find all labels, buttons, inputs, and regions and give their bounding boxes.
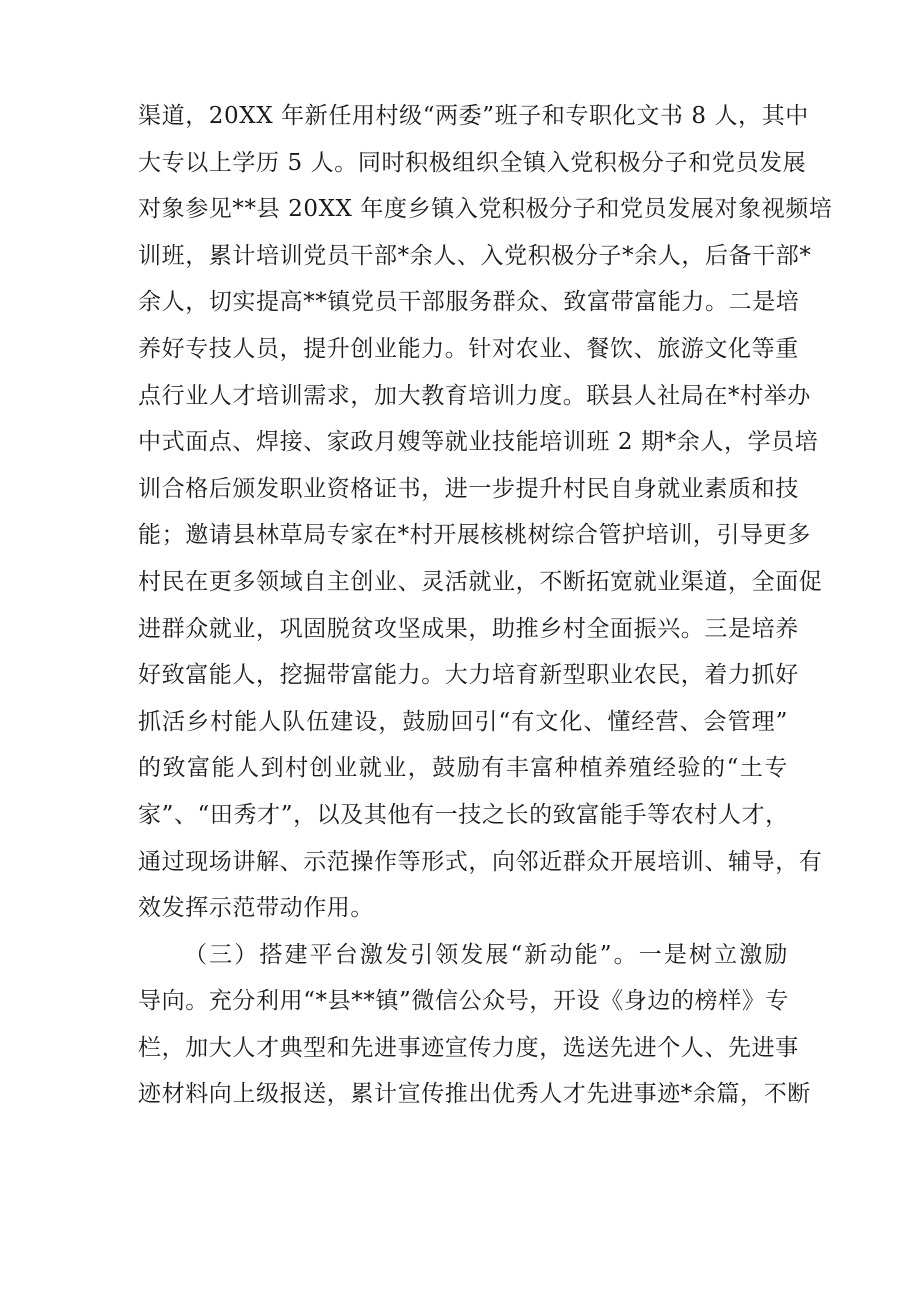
text-line: 养好专技人员，提升创业能力。针对农业、餐饮、旅游文化等重 <box>138 335 799 362</box>
text-line: 迹材料向上级报送，累计宣传推出优秀人才先进事迹*余篇，不断 <box>138 1081 811 1108</box>
text-line: 渠道，20XX 年新任用村级“两委”班子和专职化文书 8 人，其中 <box>138 103 809 129</box>
text-line: 点行业人才培训需求，加大教育培训力度。联县人社局在*村举办 <box>138 382 811 409</box>
text-line: 通过现场讲解、示范操作等形式，向邻近群众开展培训、辅导，有 <box>138 848 823 875</box>
text-line: 好致富能人，挖掘带富能力。大力培育新型职业农民，着力抓好 <box>138 662 799 689</box>
text-line: 大专以上学历 5 人。同时积极组织全镇入党积极分子和党员发展 <box>138 149 807 176</box>
text-line: 村民在更多领域自主创业、灵活就业，不断拓宽就业渠道，全面促 <box>138 568 823 595</box>
text-line: 能；邀请县林草局专家在*村开展核桃树综合管护培训，引导更多 <box>138 522 811 549</box>
text-line: 训合格后颁发职业资格证书，进一步提升村民自身就业素质和技 <box>138 475 799 502</box>
text-line: 训班，累计培训党员干部*余人、入党积极分子*余人，后备干部* <box>138 242 812 269</box>
text-line: 的致富能人到村创业就业，鼓励有丰富种植养殖经验的“土专 <box>138 755 788 782</box>
text-line: 效发挥示范带动作用。 <box>138 895 374 922</box>
text-line: 家”、“田秀才”，以及其他有一技之长的致富能手等农村人才， <box>138 801 789 828</box>
text-line: （三）搭建平台激发引领发展“新动能”。一是树立激励 <box>184 941 788 968</box>
text-line: 中式面点、焊接、家政月嫂等就业技能培训班 2 期*余人，学员培 <box>138 429 819 456</box>
text-line: 抓活乡村能人队伍建设，鼓励回引“有文化、懂经营、会管理” <box>138 708 788 735</box>
text-line: 导向。充分利用“*县**镇”微信公众号，开设《身边的榜样》专 <box>138 988 790 1015</box>
text-line: 对象参见**县 20XX 年度乡镇入党积极分子和党员发展对象视频培 <box>138 196 833 223</box>
text-line: 栏，加大人才典型和先进事迹宣传力度，选送先进个人、先进事 <box>138 1034 799 1061</box>
text-line: 进群众就业，巩固脱贫攻坚成果，助推乡村全面振兴。三是培养 <box>138 615 799 642</box>
text-line: 余人，切实提高**镇党员干部服务群众、致富带富能力。二是培 <box>138 289 800 316</box>
body-text <box>138 103 833 1130</box>
